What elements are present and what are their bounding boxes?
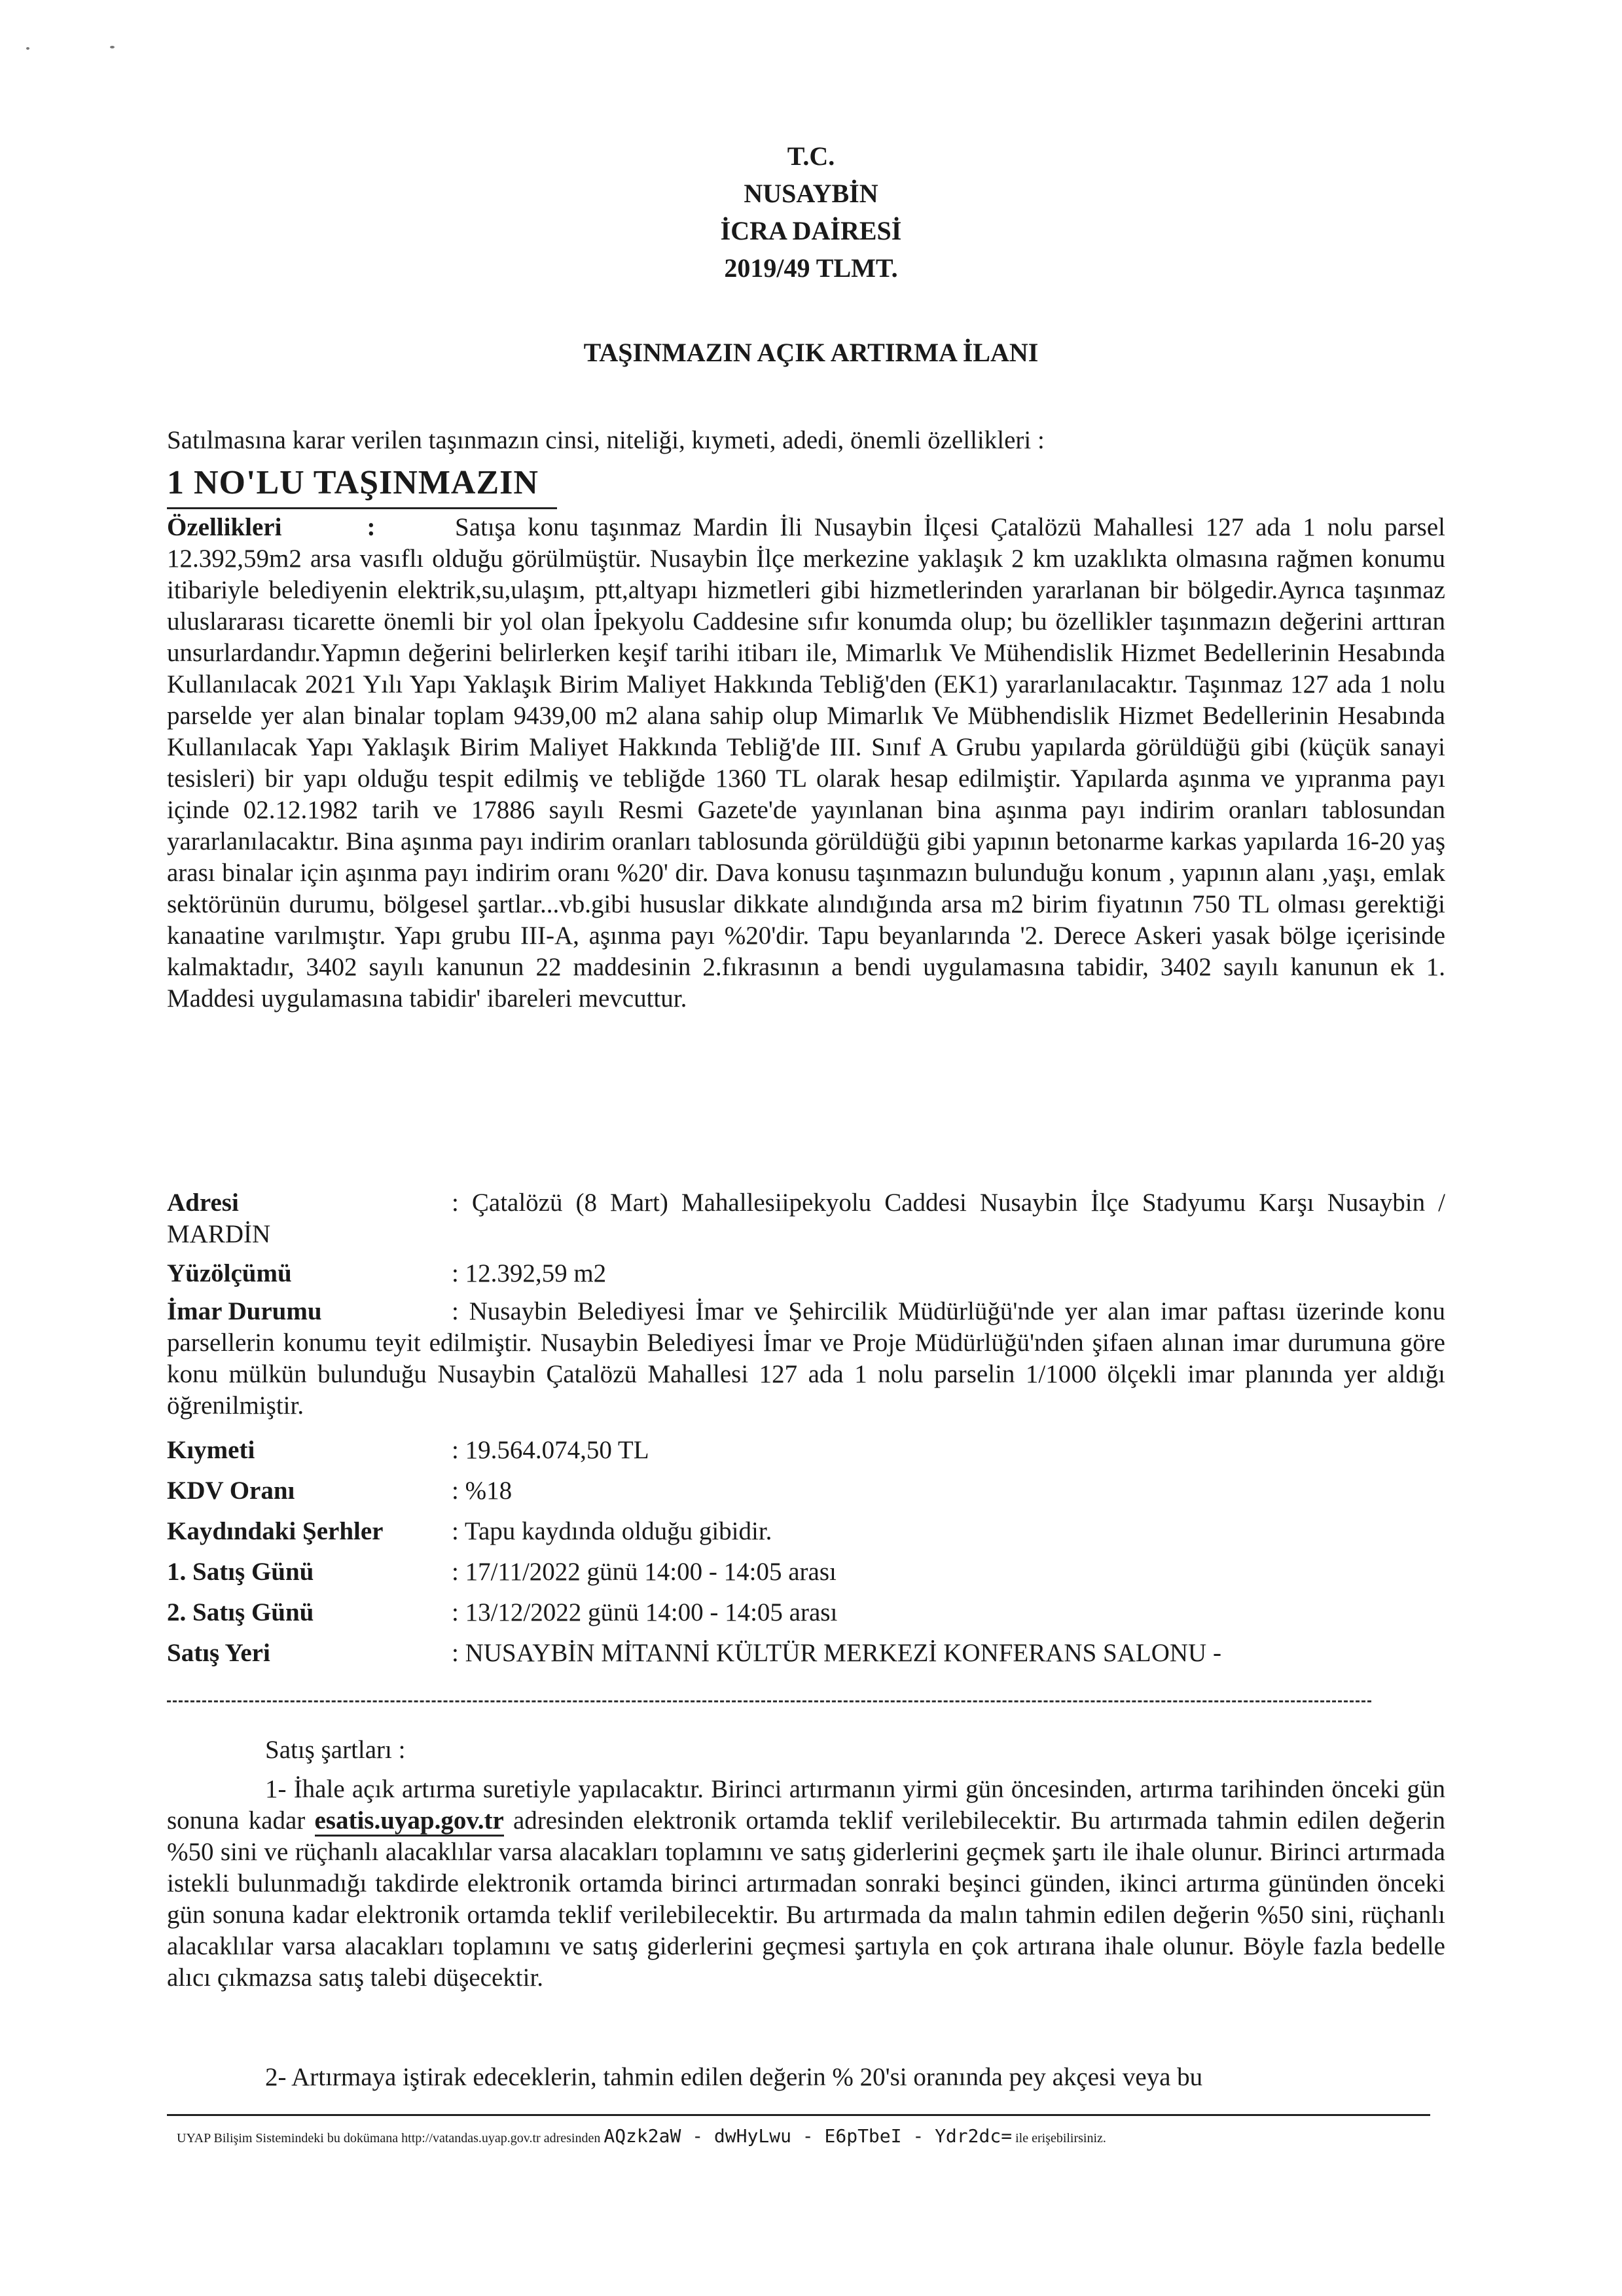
detail-value: : NUSAYBİN MİTANNİ KÜLTÜR MERKEZİ KONFERANS SALONU - xyxy=(452,1639,1221,1667)
dashed-separator xyxy=(167,1700,1371,1704)
footer-suffix: ile erişebilirsiniz. xyxy=(1015,2131,1106,2145)
ozellikler-text: Satışa konu taşınmaz Mardin İli Nusaybin İlçesi Çatalözü Mahallesi 127 ada 1 nolu parsel 12.392,59m2 arsa vasıflı olduğu görülmüştür. Nusaybin İlçe merkezine yaklaşık 2 km uzaklıkta olmasına rağmen konumu itibariyle belediyenin elektrik,su,ulaşım, ptt,altyapı hizmetleri gibi hizmetlerinden yararlanan bir bölgedir.Ayrıca taşınmaz uluslararası ticarette önemli bir yol olan İpekyolu Caddesine sıfır konumda olup; bu özellikler taşınmazın değerini arttıran unsurlardandır.Yapmın değerini belirlerken keşif tarihi itibarı ile, Mimarlık Ve Mühendislik Hizmet Bedellerinin Hesabında Kullanılacak 2021 Yılı Yapı Yaklaşık Birim Maliyet Hakkında Tebliğ'den (EK1) yararlanılacaktır. Taşınmaz 127 ada 1 nolu parselde yer alan binalar toplam 9439,00 m2 alana sahip olup Mimarlık Ve Mübhendislik Hizmet Bedellerinin Hesabında Kullanılacak Yapı Yaklaşık Birim Maliyet Hakkında Tebliğ'de III. Sınıf A Grubu yapılarda görüldüğü gibi (küçük sanayi tesisleri) bir yapı olduğu tespit edilmiş ve tebliğde 1360 TL olarak hesap edilmiştir. Yapılarda aşınma ve yıpranma payı içinde 02.12.1982 tarih ve 17886 sayılı Resmi Gazete'de yayınlanan bina aşınma payı indirim oranları tablosundan yararlanılacaktır. Bina aşınma payı indirim oranları tablosunda görüldüğü gibi yapının betonarme karkas yapılarda 16-20 yaş arası binalar için aşınma payı indirim oranı %20' dir. Dava konusu taşınmazın bulunduğu konum , yapının alanı ,yaşı, emlak sektörünün durumu, bölgesel şartlar...vb.gibi hususlar dikkate alındığında arsa m2 birim fiyatının 750 TL olması gerektiği kanaatine varılmıştır. Yapı grubu III-A, aşınma payı %20'dir. Tapu beyanlarında '2. Derece Askeri yasak bölge içerisinde kalmaktadır, 3402 sayılı kanunun 22 maddesinin 2.fıkrasının a bendi uygulamasına tabidir, 3402 sayılı kanunun ek 1. Maddesi uygulamasına tabidir' ibareleri mevcuttur. xyxy=(167,513,1445,1013)
detail-label: Satış Yeri xyxy=(167,1639,270,1667)
ozellikler-colon: : xyxy=(367,513,376,541)
footer-prefix: UYAP Bilişim Sistemindeki bu dokümana http://vatandas.uyap.gov.tr adresinden xyxy=(177,2131,601,2145)
condition-1-text-end: adresinden elektronik ortamda teklif verilebilecektir. Bu artırmada tahmin edilen değerin %50 sini ve rüçhanlı alacaklılar varsa alacakları toplamını ve satış giderlerini geçmek şartı ile ihale olunur. Birinci artırmada istekli bulunmadığı takdirde elektronik ortamda birinci artırmadan sonraki beşinci günden, ikinci artırma gününden önceki gün sonuna kadar elektronik ortamda teklif verilebilecektir. Bu artırmada da malın tahmin edilen değerin %50 sini, rüçhanlı alacaklılar varsa alacakları toplamını ve satış giderlerini geçmesi şartıyla en çok artırana ihale olunur. Böyle fazla bedelle alıcı çıkmazsa satış talebi düşecektir. xyxy=(167,1806,1445,1992)
footer xyxy=(177,2125,1106,2147)
condition-2-text: 2- Artırmaya iştirak edeceklerin, tahmin edilen değerin % 20'si oranında pey akçesi veya bu xyxy=(265,2063,1203,2091)
ozellikler-label-text: Özellikleri xyxy=(167,513,282,541)
conditions-heading-text: Satış şartları : xyxy=(265,1736,406,1764)
section-title: 1 NO'LU TAŞINMAZIN xyxy=(167,464,539,501)
scan-speck xyxy=(110,46,115,48)
detail-value: : %18 xyxy=(452,1477,513,1505)
header-line-office: İCRA DAİRESİ xyxy=(720,216,902,245)
footer-rule xyxy=(167,2114,1430,2116)
adresi-block xyxy=(167,1187,1445,1250)
header-line-city: NUSAYBİN xyxy=(744,179,878,208)
document-title: TAŞINMAZIN AÇIK ARTIRMA İLANI xyxy=(583,338,1039,367)
detail-label: 2. Satış Günü xyxy=(167,1598,314,1626)
document-header xyxy=(0,137,1622,287)
detail-label: Kıymeti xyxy=(167,1436,255,1464)
yuzolcumu-label: Yüzölçümü xyxy=(167,1259,292,1287)
condition-paragraph-1 xyxy=(167,1774,1445,1994)
footer-access-code: AQzk2aW - dwHyLwu - E6pTbeI - Ydr2dc= xyxy=(604,2125,1013,2147)
adresi-text: : Çatalözü (8 Mart) Mahallesiipekyolu Caddesi Nusaybin İlçe Stadyumu Karşı Nusaybin / MARDİN xyxy=(167,1189,1445,1248)
adresi-label: Adresi xyxy=(167,1189,239,1217)
esatis-link[interactable]: esatis.uyap.gov.tr xyxy=(315,1806,504,1837)
condition-1-text-start: 1- İhale açık artırma suretiyle yapılacaktır. Birinci artırmanın yirmi gün öncesinden, artırma tarihinden önceki gün sonuna kadar xyxy=(167,1775,1445,1835)
condition-paragraph-2 xyxy=(167,2062,1445,2093)
detail-value: : Tapu kaydında olduğu gibidir. xyxy=(452,1517,772,1545)
intro-text: Satılmasına karar verilen taşınmazın cinsi, niteliği, kıymeti, adedi, önemli özellikleri : xyxy=(167,426,1045,454)
detail-label: 1. Satış Günü xyxy=(167,1558,314,1586)
imar-label: İmar Durumu xyxy=(167,1297,322,1325)
detail-label: Kaydındaki Şerhler xyxy=(167,1517,384,1545)
imar-block xyxy=(167,1296,1445,1422)
detail-label: KDV Oranı xyxy=(167,1477,295,1505)
header-line-tc: T.C. xyxy=(787,141,835,171)
ozellikler-block xyxy=(167,512,1445,1014)
detail-value: : 19.564.074,50 TL xyxy=(452,1436,649,1464)
scan-speck xyxy=(26,47,29,50)
detail-value: : 13/12/2022 günü 14:00 - 14:05 arası xyxy=(452,1598,838,1626)
conditions-heading xyxy=(265,1734,1443,1766)
section-title-underline xyxy=(167,507,557,509)
imar-text: : Nusaybin Belediyesi İmar ve Şehircilik Müdürlüğü'nde yer alan imar paftası üzerinde konu parsellerin konumu teyit edilmiştir. Nusaybin Belediyesi İmar ve Proje Müdürlüğü'nden şifaen alınan imar durumuna göre konu mülkün bulunduğu Nusaybin Çatalözü Mahallesi 127 ada 1 nolu parselin 1/1000 ölçekli imar planında yer aldığı öğrenilmiştir. xyxy=(167,1297,1445,1420)
ozellikler-label xyxy=(167,512,455,543)
header-line-file-number: 2019/49 TLMT. xyxy=(724,253,898,283)
detail-value: : 17/11/2022 günü 14:00 - 14:05 arası xyxy=(452,1558,837,1586)
yuzolcumu-value: : 12.392,59 m2 xyxy=(452,1259,607,1287)
